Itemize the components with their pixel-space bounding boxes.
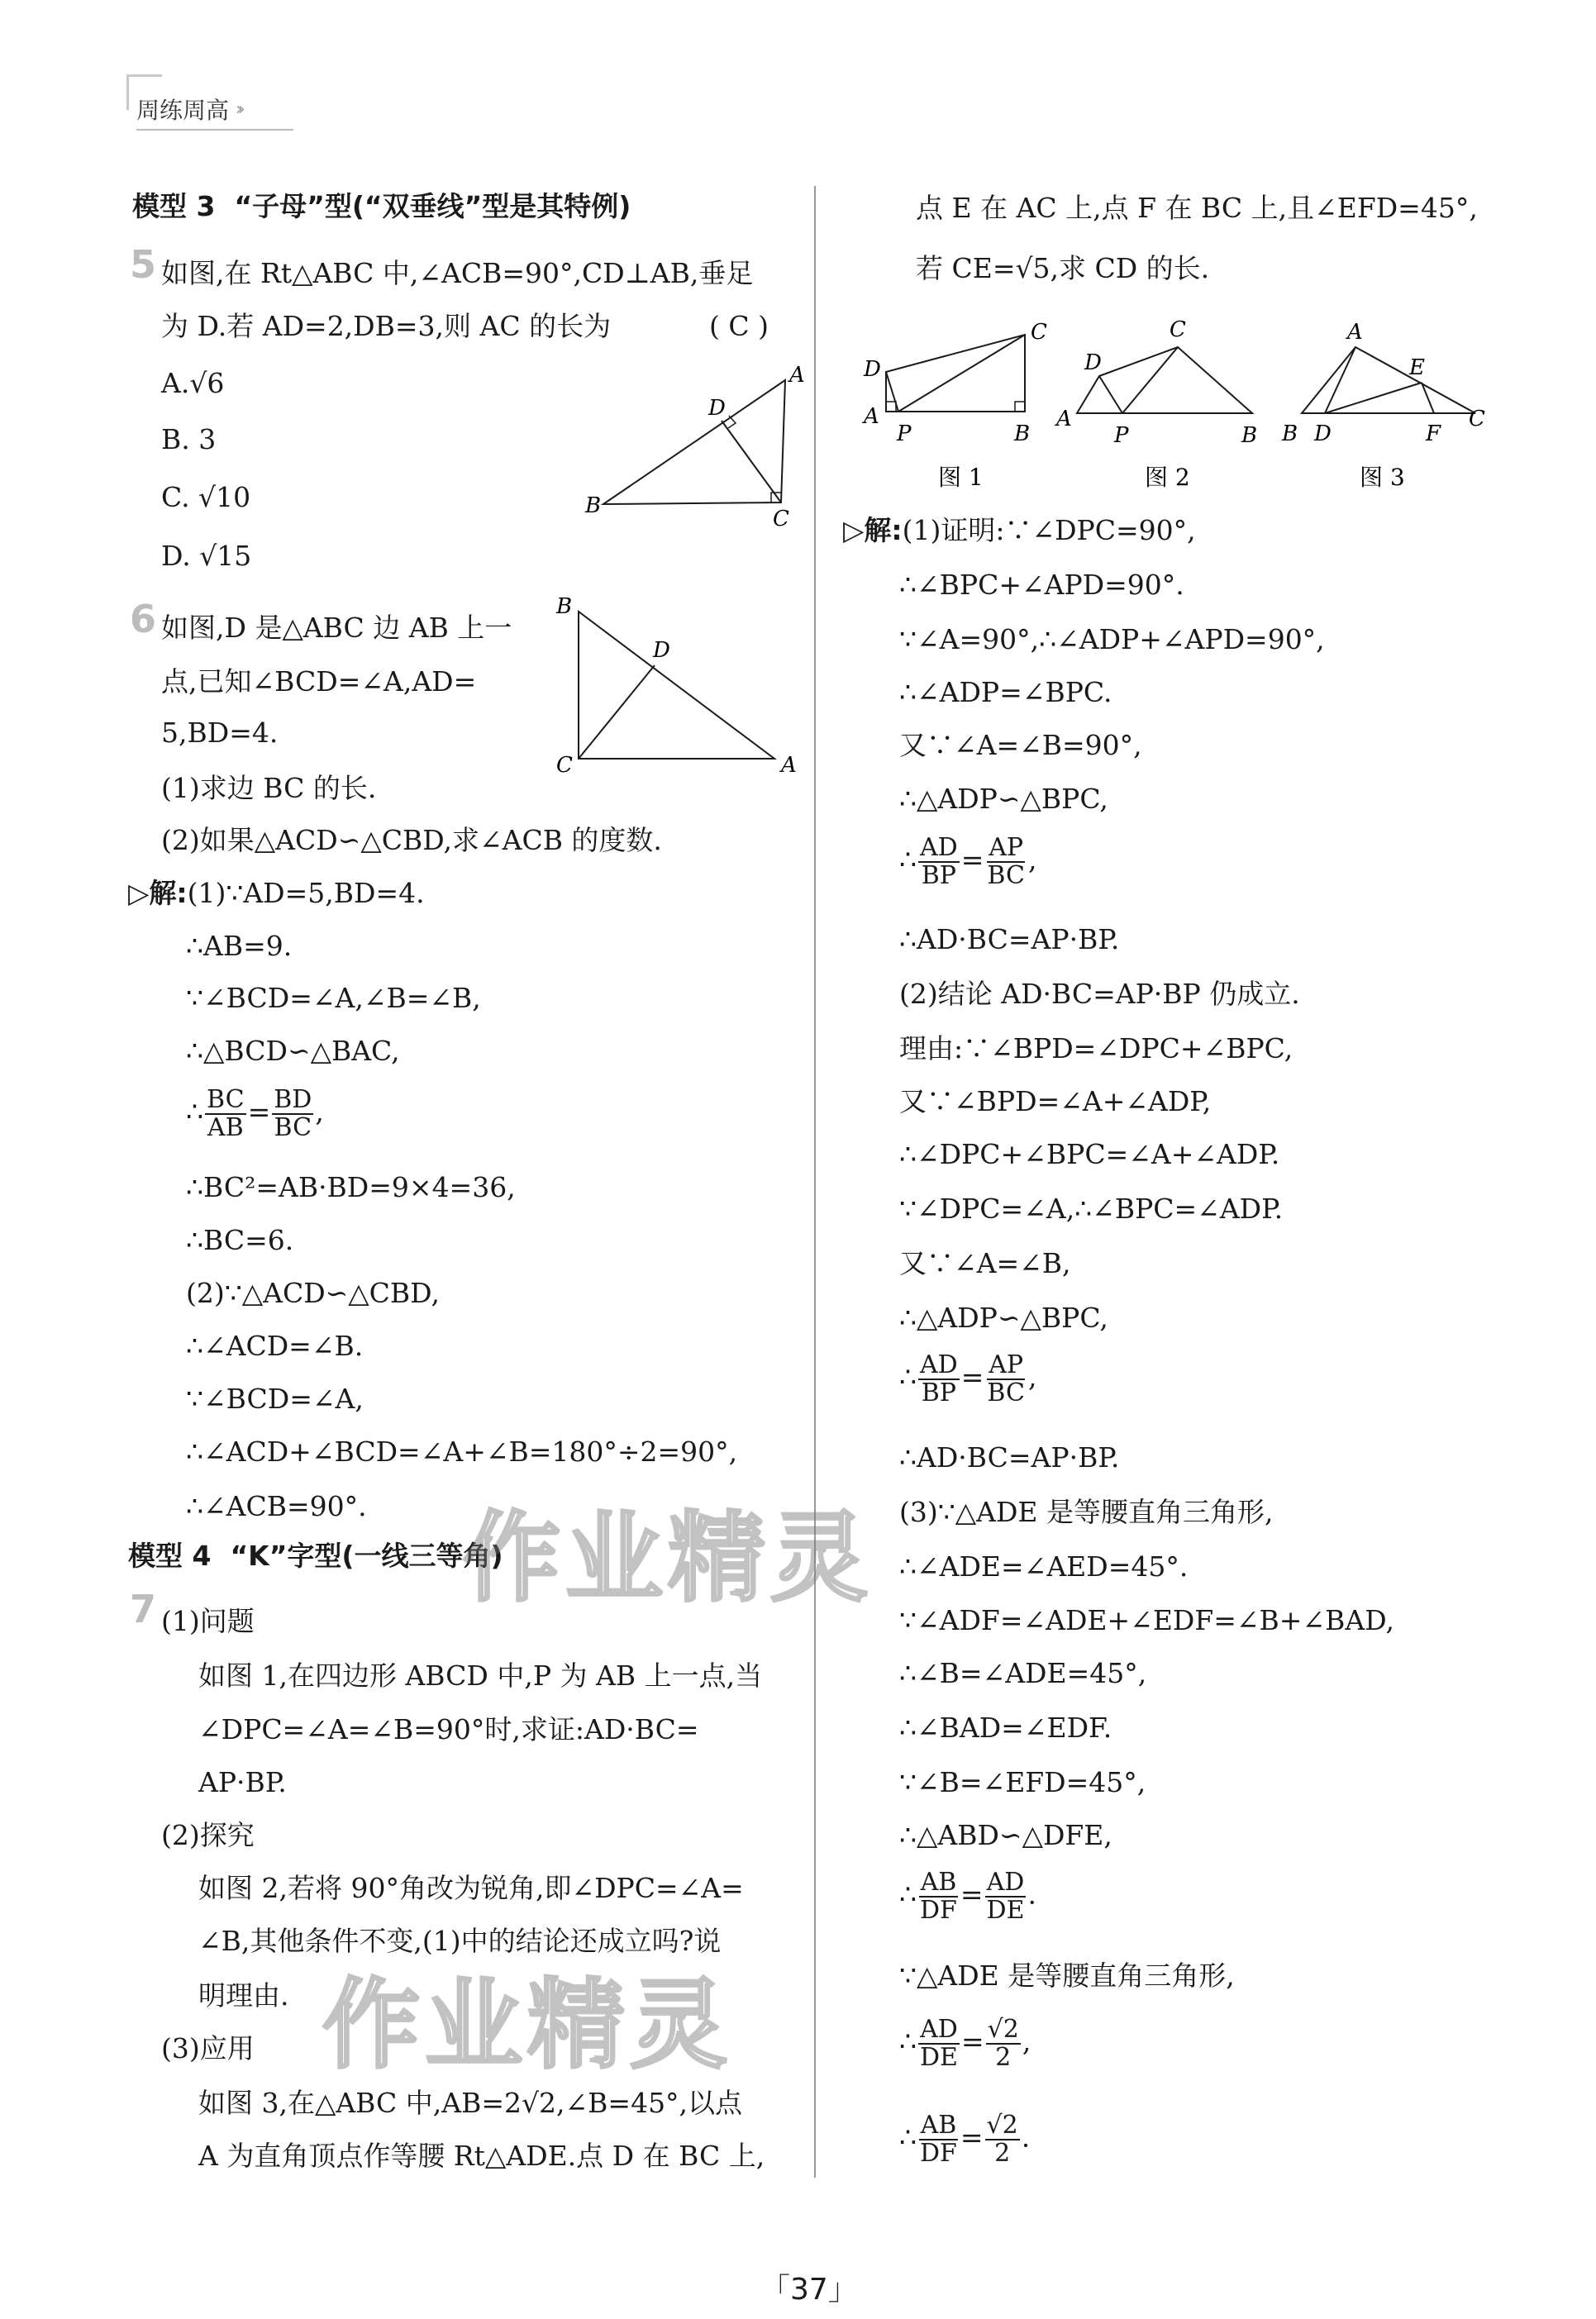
fig2-label-a: A [1056,407,1072,431]
fig2-quadrilateral [1077,347,1252,413]
fig3-label-f: F [1426,421,1441,446]
q6-label-a: A [781,753,797,778]
watermark: 作业精灵 [322,1968,733,2082]
sol6-first [128,879,425,907]
sol6-line: ∴AB=9. [186,930,293,962]
sol7-line: (3)∵△ADE 是等腰直角三角形, [899,1496,1274,1528]
q5-label-a: A [789,363,805,388]
sol7-line: 理由:∵∠BPD=∠DPC+∠BPC, [899,1032,1293,1064]
q7-line: (3)应用 [161,2032,255,2064]
figure-3 [1277,310,1500,496]
sol6-line: ∴∠ACD=∠B. [186,1330,364,1362]
q5-option-a: A.√6 [161,367,225,399]
sol7-line: ∵△ADE 是等腰直角三角形, [899,1959,1235,1992]
fig2-label-d: D [1084,350,1102,375]
sol6-line: ∵∠BCD=∠A, [186,1383,364,1415]
punctuation: , [1027,843,1037,876]
sol7-line: 又∵∠A=∠B=90°, [899,729,1142,761]
fig1-label-p: P [897,421,912,446]
question-5-number: 5 [130,242,157,287]
q5-label-b: B [585,493,602,518]
q7-line: 如图 2,若将 90°角改为锐角,即∠DPC=∠A= [198,1872,744,1904]
fig3-label-d: D [1314,421,1332,446]
q5-triangle [603,380,785,504]
numerator: AD [920,2015,958,2044]
sol7-line: ∴∠B=∠ADE=45°, [899,1657,1147,1689]
fraction [985,1869,1027,1923]
numerator: AD [986,1868,1025,1897]
q7-cont-line: 点 E 在 AC 上,点 F 在 BC 上,且∠EFD=45°, [916,192,1478,224]
q5-option-d: D. √15 [161,540,252,572]
q5-label-c: C [773,507,789,531]
numerator: √2 [987,2015,1019,2044]
fig3-label-c: C [1469,407,1485,431]
fig2-segment-dp [1099,376,1122,413]
column-divider [814,186,816,2178]
sol7-line: ∵∠DPC=∠A,∴∠BPC=∠ADP. [899,1193,1284,1225]
fig2-caption: 图 2 [1145,464,1190,491]
numerator: AP [989,833,1024,862]
fig3-triangle-abc [1302,347,1475,413]
sol7-line: ∵∠B=∠EFD=45°, [899,1766,1146,1798]
therefore-symbol: ∴ [899,1878,917,1911]
sol6-mark: ▷解: [128,877,188,909]
punctuation: , [315,1095,324,1128]
sol6-line: (2)∵△ACD∽△CBD, [186,1277,440,1309]
fig2-label-p: P [1114,423,1129,448]
numerator: √2 [986,2111,1018,2140]
sol7-fraction-line: ∴ $\frac{AD}{DE}$ = $\frac{√2}{2}$ , [899,2015,1031,2072]
fig1-right-angle-b [1015,402,1025,412]
sol7-line: ∴∠DPC+∠BPC=∠A+∠ADP. [899,1138,1280,1170]
fraction [918,835,960,888]
denominator: BC [987,860,1025,890]
q7-line: 如图 1,在四边形 ABCD 中,P 为 AB 上一点,当 [198,1659,763,1692]
q5-altitude [722,421,781,502]
denominator: 2 [995,2042,1012,2072]
model3-heading [132,190,631,222]
therefore-symbol: ∴ [899,843,917,876]
q7-line: 明理由. [198,1979,289,2012]
fig1-right-angle-a [886,402,896,412]
sol7-fraction-line: ∴ $\frac{AB}{DF}$ = $\frac{√2}{2}$ . [899,2111,1031,2168]
sol7-line: (2)结论 AD·BC=AP·BP 仍成立. [899,978,1300,1010]
model4-label: 模型 4 [128,1540,212,1572]
q5-figure [579,355,805,531]
fig1-label-a: A [864,404,879,429]
fig3-label-b: B [1282,421,1298,446]
fraction [918,1352,960,1406]
model3-label: 模型 3 [132,190,216,222]
numerator: AP [989,1350,1024,1379]
denominator: DF [920,1895,957,1925]
therefore-symbol: ∴ [899,1360,917,1393]
sol7-line: ∴△ADP∽△BPC, [899,783,1108,815]
denominator: DE [920,2042,958,2072]
fraction [986,2017,1021,2070]
fig2-label-c: C [1170,317,1186,342]
q6-part2: (2)如果△ACD∽△CBD,求∠ACB 的度数. [161,824,662,856]
fig1-label-d: D [864,357,881,382]
q7-line: ∠B,其他条件不变,(1)中的结论还成立吗?说 [198,1925,722,1957]
sol7-line: ∴∠ADE=∠AED=45°. [899,1550,1189,1583]
sol7-line: ∴△ADP∽△BPC, [899,1302,1108,1334]
fraction [985,835,1027,888]
fraction [985,2112,1020,2166]
q7-line: (2)探究 [161,1819,255,1851]
q7-line: A 为直角顶点作等腰 Rt△ADE.点 D 在 BC 上, [198,2140,765,2172]
q7-cont-line: 若 CE=√5,求 CD 的长. [916,252,1210,284]
q6-label-d: D [653,638,670,663]
fraction [918,2017,960,2070]
page-header [136,93,241,126]
numerator: BC [207,1085,245,1114]
fraction [985,1352,1027,1406]
fig1-segment-pc [898,335,1025,412]
sol6-first-text: (1)∵AD=5,BD=4. [187,877,425,909]
fig3-label-a: A [1347,320,1363,345]
sol7-first-text: (1)证明:∵∠DPC=90°, [902,514,1196,546]
q5-line1: 如图,在 Rt△ABC 中,∠ACB=90°,CD⊥AB,垂足 [161,257,754,289]
sol6-line: ∴BC=6. [186,1224,294,1256]
q5-option-c: C. √10 [161,481,251,513]
sol7-fraction-line: ∴ $\frac{AB}{DF}$ = $\frac{AD}{DE}$ . [899,1868,1036,1925]
numerator: AB [920,1868,957,1897]
header-underline [136,129,293,131]
watermark: 作业精灵 [463,1501,874,1615]
denominator: BC [274,1112,312,1142]
double-chevron-icon: ›› [236,98,241,120]
punctuation: . [1021,2121,1031,2154]
q6-line1: 如图,D 是△ABC 边 AB 上一 [161,612,512,644]
figure-1 [855,310,1058,496]
sol7-line: ∴△ABD∽△DFE, [899,1819,1112,1851]
therefore-symbol: ∴ [899,2025,917,2058]
numerator: AB [920,2111,957,2140]
sol7-line: ∵∠ADF=∠ADE+∠EDF=∠B+∠BAD, [899,1604,1394,1636]
fraction [205,1087,246,1140]
header-corner-mark [126,74,162,110]
sol7-line: ∴∠BPC+∠APD=90°. [899,569,1184,601]
q5-line2: 为 D.若 AD=2,DB=3,则 AC 的长为 [161,310,612,342]
fig3-caption: 图 3 [1360,464,1405,491]
sol7-first [843,514,1196,546]
therefore-symbol: ∴ [899,2121,917,2154]
fraction [918,2112,959,2166]
question-7-number: 7 [130,1587,157,1631]
q6-label-c: C [556,753,573,778]
page-number: 「37」 [760,2273,858,2307]
question-6-number: 6 [130,597,157,641]
q7-line: 如图 3,在△ABC 中,AB=2√2,∠B=45°,以点 [198,2087,743,2119]
fig1-label-b: B [1014,421,1031,446]
q7-line: (1)问题 [161,1605,255,1637]
fraction [918,1869,959,1923]
figure-2 [1050,310,1273,496]
denominator: DE [986,1895,1025,1925]
model3-title: “子母”型(“双垂线”型是其特例) [234,190,631,222]
sol7-line: ∴∠ADP=∠BPC. [899,676,1112,708]
denominator: AB [207,1112,244,1142]
fig1-label-c: C [1031,320,1047,345]
denominator: DF [920,2138,957,2168]
q7-line: ∠DPC=∠A=∠B=90°时,求证:AD·BC= [198,1713,699,1745]
q6-label-b: B [556,594,573,619]
sol7-line: ∴AD·BC=AP·BP. [899,923,1120,955]
q6-figure [550,595,806,777]
denominator: BP [921,860,956,890]
sol7-line: ∴∠BAD=∠EDF. [899,1712,1112,1744]
fig3-segment-de [1325,383,1422,413]
sol6-line: ∵∠BCD=∠A,∠B=∠B, [186,982,481,1014]
sol6-line: ∴∠ACB=90°. [186,1490,367,1522]
sol6-line: ∴BC²=AB·BD=9×4=36, [186,1171,516,1203]
denominator: 2 [994,2138,1011,2168]
denominator: BC [987,1378,1025,1407]
sol6-line: ∴∠ACD+∠BCD=∠A+∠B=180°÷2=90°, [186,1436,738,1468]
sol7-line: ∴AD·BC=AP·BP. [899,1441,1120,1474]
denominator: BP [921,1378,956,1407]
q5-answer: ( C ) [709,310,769,342]
sol7-fraction-line: ∴ $\frac{AD}{BP}$ = $\frac{AP}{BC}$ , [899,833,1037,890]
numerator: BD [274,1085,312,1114]
numerator: AD [920,833,958,862]
q6-line3: 5,BD=4. [161,717,279,749]
sol7-fraction-line: ∴ $\frac{AD}{BP}$ = $\frac{AP}{BC}$ , [899,1350,1037,1407]
header-title: 周练周高 [136,97,230,124]
fig1-caption: 图 1 [938,464,984,491]
q6-triangle [579,612,774,759]
sol7-line: 又∵∠A=∠B, [899,1247,1071,1279]
fig1-quadrilateral [886,335,1025,412]
model4-heading [128,1540,503,1572]
sol7-mark: ▷解: [843,514,903,546]
q5-label-d: D [708,396,726,421]
punctuation: , [1022,2025,1031,2058]
numerator: AD [920,1350,958,1379]
sol6-line: ∴△BCD∽△BAC, [186,1035,400,1067]
q6-part1: (1)求边 BC 的长. [161,772,377,804]
q5-option-b: B. 3 [161,423,217,455]
sol6-fraction-line: ∴ $\frac{BC}{AB}$ = $\frac{BD}{BC}$ , [186,1085,324,1142]
q6-line2: 点,已知∠BCD=∠A,AD= [161,665,477,698]
sol7-line: ∵∠A=90°,∴∠ADP+∠APD=90°, [899,623,1325,655]
punctuation: . [1027,1878,1036,1911]
q7-line: AP·BP. [198,1766,287,1798]
fig3-label-e: E [1409,355,1425,380]
sol7-line: 又∵∠BPD=∠A+∠ADP, [899,1085,1212,1117]
fig2-label-b: B [1241,423,1258,448]
q6-segment-cd [579,665,655,759]
fraction [272,1087,313,1140]
punctuation: , [1027,1360,1037,1393]
therefore-symbol: ∴ [186,1095,203,1128]
model4-title: “K”字型(一线三等角) [230,1540,503,1572]
